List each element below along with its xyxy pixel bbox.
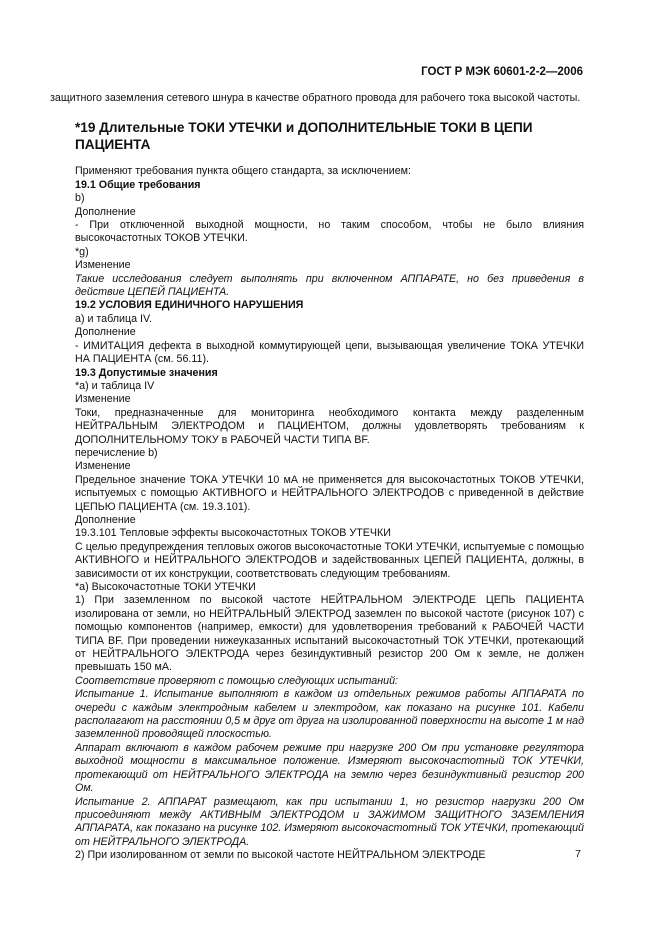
paragraph: Дополнение	[75, 513, 136, 526]
subsection-heading: 19.1 Общие требования	[75, 178, 201, 191]
paragraph: Изменение	[75, 393, 131, 406]
section-body	[50, 367, 584, 407]
paragraph: Изменение	[75, 460, 131, 473]
section-body	[50, 246, 584, 340]
subsection-heading: 19.2 УСЛОВИЯ ЕДИНИЧНОГО НАРУШЕНИЯ	[75, 299, 304, 312]
section-body	[50, 514, 584, 541]
paragraph: - ИМИТАЦИЯ дефекта в выходной коммутирующей цепи, вызывающая увеличение ТОКА УТЕЧКИ НА ПАЦИЕНТА (см. 56.11).	[75, 339, 584, 366]
section-body	[50, 849, 584, 862]
paragraph: 2) При изолированном от земли по высокой частоте НЕЙТРАЛЬНОМ ЭЛЕКТРОДЕ	[75, 849, 486, 862]
section-body	[50, 447, 584, 474]
paragraph: 1) При заземленном по высокой частоте НЕЙТРАЛЬНОМ ЭЛЕКТРОДЕ ЦЕПЬ ПАЦИЕНТА изолирована от земли, но НЕЙТРАЛЬНЫЙ ЭЛЕКТРОД заземлен по высокой частоте (рисунок 107) с помощью компонентов (например, емкости) для удовлетворения требований к РАБОЧЕЙ ЧАСТИ ТИПА BF. При проведении нижеуказанных испытаний высокочастотный ТОК УТЕЧКИ, протекающий от НЕЙТРАЛЬНОГО ЭЛЕКТРОДА через безиндуктивный резистор 200 Ом к земле, не должен превышать 150 мА.	[75, 594, 584, 674]
paragraph: Дополнение	[75, 326, 136, 339]
paragraph: - При отключенной выходной мощности, но таким способом, чтобы не было влияния высокочастотных ТОКОВ УТЕЧКИ.	[75, 219, 584, 245]
paragraph: а) и таблица IV.	[75, 312, 153, 325]
paragraph: С целью предупреждения тепловых ожогов высокочастотные ТОКИ УТЕЧКИ, испытуемые с помощью АКТИВНОГО и НЕЙТРАЛЬНОГО ЭЛЕКТРОДОВ и задействованных ЦЕПЕЙ ПАЦИЕНТА, должны, в зависимости от их конструкции, соответствовать следующим требованиям.	[75, 540, 584, 580]
document-header: ГОСТ Р МЭК 60601-2-2—2006	[421, 66, 583, 78]
paragraph: *а) и таблица IV	[75, 379, 155, 392]
paragraph: *g)	[75, 245, 89, 258]
paragraph: 19.3.101 Тепловые эффекты высокочастотных ТОКОВ УТЕЧКИ	[75, 527, 391, 540]
paragraph: Такие исследования следует выполнять при включенном АППАРАТЕ, но без приведения в действие ЦЕПЕЙ ПАЦИЕНТА.	[75, 272, 584, 299]
paragraph: перечисление b)	[75, 446, 158, 459]
paragraph: Предельное значение ТОКА УТЕЧКИ 10 мА не применяется для высокочастотных ТОКОВ УТЕЧКИ, испытуемых с помощью АКТИВНОГО и НЕЙТРАЛЬНОГО ЭЛЕКТРОДОВ с приведенной в действие ЦЕПЬЮ ПАЦИЕНТА (см. 19.3.101).	[75, 473, 584, 513]
page-content	[50, 92, 584, 863]
page-number: 7	[575, 848, 581, 860]
section-body	[50, 675, 584, 688]
intro-paragraph: защитного заземления сетевого шнура в качестве обратного провода для рабочего тока высокой частоты.	[50, 92, 581, 104]
paragraph: b)	[75, 192, 85, 205]
paragraph: Испытание 2. АППАРАТ размещают, как при испытании 1, но резистор нагрузки 200 Ом присоединяют между АКТИВНЫМ ЭЛЕКТРОДОМ и ЗАЖИМОМ ЗАЩИТНОГО ЗАЗЕМЛЕНИЯ АППАРАТА, как показано на рисунке 102. Измеряют высокочастотный ТОК УТЕЧКИ, протекающий от НЕЙТРАЛЬНОГО ЭЛЕКТРОДА.	[75, 795, 584, 848]
paragraph: Испытание 1. Испытание выполняют в каждом из отдельных режимов работы АППАРАТА по очереди с каждым электродным кабелем и электродом, как показано на рисунке 101. Кабели располагают на расстоянии 0,5 м друг от друга на изолированной поверхности на высоте 1 м над заземленной проводящей плоскостью.	[75, 688, 584, 741]
section-body	[50, 581, 584, 594]
paragraph: Токи, предназначенные для мониторинга необходимого контакта между разделенным НЕЙТРАЛЬНЫМ ЭЛЕКТРОДОМ и ПАЦИЕНТОМ, должны удовлетворять требованиям к ДОПОЛНИТЕЛЬНОМУ ТОКУ в РАБОЧЕЙ ЧАСТИ ТИПА BF.	[75, 406, 584, 446]
subsection-heading: 19.3 Допустимые значения	[75, 366, 218, 379]
paragraph: Изменение	[75, 259, 131, 272]
paragraph: Дополнение	[75, 205, 136, 218]
paragraph: *а) Высокочастотные ТОКИ УТЕЧКИ	[75, 581, 256, 593]
section-body	[50, 165, 584, 219]
paragraph: Аппарат включают в каждом рабочем режиме при нагрузке 200 Ом при установке регулятора выходной мощности в максимальное положение. Измеряют высокочастотный ТОК УТЕЧКИ, протекающий от НЕЙТРАЛЬНОГО ЭЛЕКТРОДА на землю через безиндуктивный резистор 200 Ом.	[75, 741, 584, 795]
paragraph: Соответствие проверяют с помощью следующих испытаний:	[75, 674, 398, 687]
paragraph: Применяют требования пункта общего стандарта, за исключением:	[75, 165, 411, 178]
section-title: *19 Длительные ТОКИ УТЕЧКИ и ДОПОЛНИТЕЛЬНЫЕ ТОКИ В ЦЕПИ ПАЦИЕНТА	[75, 120, 533, 153]
